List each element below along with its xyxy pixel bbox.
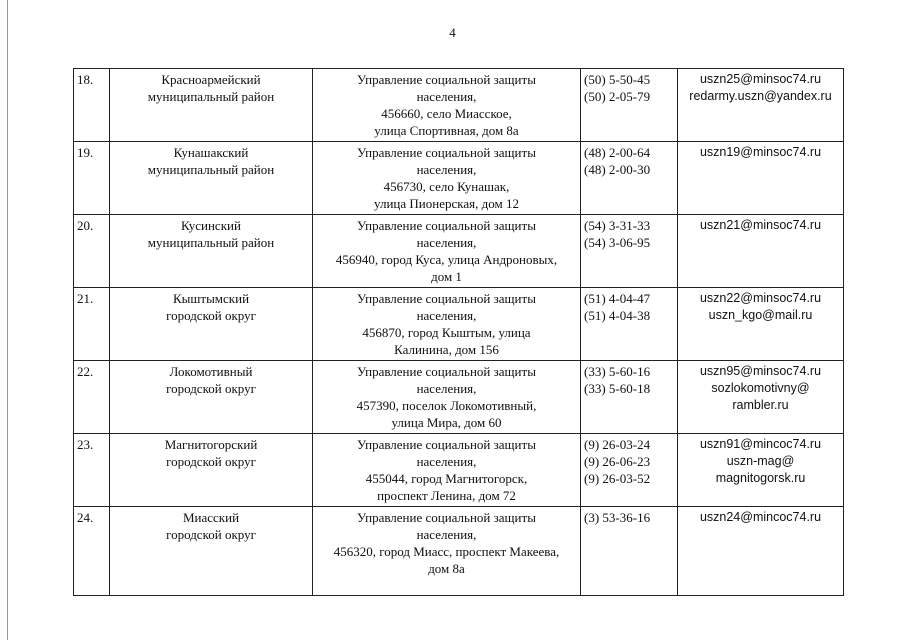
address-cell bbox=[313, 507, 581, 596]
address-line: 456730, село Кунашак, bbox=[383, 179, 510, 194]
phone-number: (9) 26-03-52 bbox=[584, 471, 651, 486]
municipality-name-line: Миасский bbox=[182, 510, 240, 525]
phone-number: (50) 2-05-79 bbox=[584, 89, 651, 104]
address-cell bbox=[313, 361, 581, 434]
address-cell bbox=[313, 215, 581, 288]
email-address: uszn-mag@ bbox=[726, 454, 795, 468]
municipality-cell bbox=[110, 434, 313, 507]
address-line: населения, bbox=[416, 89, 477, 104]
row-number: 21. bbox=[74, 288, 110, 361]
email-address: uszn_kgo@mail.ru bbox=[708, 308, 813, 322]
address-line: 456870, город Кыштым, улица bbox=[362, 325, 531, 340]
municipality-name-line: Магнитогорский bbox=[164, 437, 258, 452]
address-line: улица Спортивная, дом 8а bbox=[374, 123, 519, 138]
address-cell bbox=[313, 142, 581, 215]
address-line: Управление социальной защиты bbox=[357, 291, 536, 306]
table-body bbox=[74, 69, 844, 596]
phone-number: (3) 53-36-16 bbox=[584, 510, 651, 525]
address-line: 456660, село Миасское, bbox=[381, 106, 512, 121]
address-line: дом 1 bbox=[431, 269, 462, 284]
email-cell bbox=[678, 288, 844, 361]
municipality-cell bbox=[110, 288, 313, 361]
address-line: населения, bbox=[416, 162, 477, 177]
phone-number: (54) 3-31-33 bbox=[584, 218, 651, 233]
municipality-name-line: городской округ bbox=[166, 527, 256, 542]
phone-cell bbox=[581, 434, 678, 507]
phone-number: (50) 5-50-45 bbox=[584, 72, 651, 87]
email-address: uszn24@mincoc74.ru bbox=[699, 510, 822, 524]
municipality-name-line: городской округ bbox=[166, 454, 256, 469]
table-row bbox=[74, 434, 844, 507]
email-address: uszn21@minsoc74.ru bbox=[699, 218, 822, 232]
address-line: 456940, город Куса, улица Андроновых, bbox=[335, 252, 558, 267]
address-line: Управление социальной защиты bbox=[357, 510, 536, 525]
phone-cell bbox=[581, 507, 678, 596]
municipality-name-line: Кунашакский bbox=[173, 145, 249, 160]
table-row bbox=[74, 69, 844, 142]
municipality-cell bbox=[110, 69, 313, 142]
email-address: uszn25@minsoc74.ru bbox=[699, 72, 822, 86]
phone-number: (51) 4-04-38 bbox=[584, 308, 651, 323]
address-line: населения, bbox=[416, 235, 477, 250]
email-address: rambler.ru bbox=[732, 398, 789, 412]
municipality-name-line: Кыштымский bbox=[172, 291, 250, 306]
phone-cell bbox=[581, 215, 678, 288]
phone-number: (9) 26-06-23 bbox=[584, 454, 651, 469]
email-address: redarmy.uszn@yandex.ru bbox=[689, 89, 832, 103]
email-address: sozlokomotivny@ bbox=[711, 381, 810, 395]
address-line: улица Пионерская, дом 12 bbox=[374, 196, 519, 211]
municipality-name-line: муниципальный район bbox=[147, 162, 275, 177]
address-line: населения, bbox=[416, 527, 477, 542]
address-cell bbox=[313, 434, 581, 507]
address-line: населения, bbox=[416, 454, 477, 469]
email-address: uszn22@minsoc74.ru bbox=[699, 291, 822, 305]
address-line: 456320, город Миасс, проспект Макеева, bbox=[333, 544, 560, 559]
email-cell bbox=[678, 507, 844, 596]
email-cell bbox=[678, 361, 844, 434]
email-cell bbox=[678, 142, 844, 215]
social-protection-offices-table bbox=[73, 68, 844, 596]
phone-cell bbox=[581, 288, 678, 361]
phone-number: (33) 5-60-18 bbox=[584, 381, 651, 396]
address-line: населения, bbox=[416, 308, 477, 323]
row-number: 24. bbox=[74, 507, 110, 596]
phone-number: (54) 3-06-95 bbox=[584, 235, 651, 250]
municipality-name-line: муниципальный район bbox=[147, 89, 275, 104]
municipality-name-line: городской округ bbox=[166, 381, 256, 396]
table-row bbox=[74, 507, 844, 596]
phone-number: (48) 2-00-30 bbox=[584, 162, 651, 177]
municipality-name-line: Локомотивный bbox=[169, 364, 253, 379]
municipality-cell bbox=[110, 361, 313, 434]
address-line: проспект Ленина, дом 72 bbox=[377, 488, 516, 503]
address-line: населения, bbox=[416, 381, 477, 396]
email-address: uszn19@minsoc74.ru bbox=[699, 145, 822, 159]
municipality-name-line: муниципальный район bbox=[147, 235, 275, 250]
address-line: Калинина, дом 156 bbox=[394, 342, 499, 357]
email-cell bbox=[678, 434, 844, 507]
municipality-cell bbox=[110, 215, 313, 288]
table-row bbox=[74, 215, 844, 288]
phone-number: (9) 26-03-24 bbox=[584, 437, 651, 452]
email-address: magnitogorsk.ru bbox=[715, 471, 806, 485]
email-cell bbox=[678, 215, 844, 288]
row-number: 19. bbox=[74, 142, 110, 215]
table-row bbox=[74, 288, 844, 361]
address-cell bbox=[313, 69, 581, 142]
municipality-cell bbox=[110, 507, 313, 596]
phone-number: (51) 4-04-47 bbox=[584, 291, 651, 306]
row-number: 20. bbox=[74, 215, 110, 288]
row-number: 22. bbox=[74, 361, 110, 434]
address-line: Управление социальной защиты bbox=[357, 437, 536, 452]
address-line: Управление социальной защиты bbox=[357, 145, 536, 160]
municipality-name-line: Кусинский bbox=[181, 218, 241, 233]
address-line: Управление социальной защиты bbox=[357, 364, 536, 379]
page-left-edge bbox=[7, 0, 8, 640]
municipality-name-line: Красноармейский bbox=[161, 72, 261, 87]
municipality-name-line: городской округ bbox=[166, 308, 256, 323]
email-cell bbox=[678, 69, 844, 142]
address-line: Управление социальной защиты bbox=[357, 72, 536, 87]
phone-cell bbox=[581, 361, 678, 434]
municipality-cell bbox=[110, 142, 313, 215]
row-number: 23. bbox=[74, 434, 110, 507]
table-row bbox=[74, 142, 844, 215]
phone-cell bbox=[581, 69, 678, 142]
email-address: uszn95@minsoc74.ru bbox=[699, 364, 822, 378]
address-line: 455044, город Магнитогорск, bbox=[365, 471, 528, 486]
phone-number: (48) 2-00-64 bbox=[584, 145, 651, 160]
address-line: 457390, поселок Локомотивный, bbox=[356, 398, 537, 413]
address-line: Управление социальной защиты bbox=[357, 218, 536, 233]
email-address: uszn91@mincoc74.ru bbox=[699, 437, 822, 451]
table-row bbox=[74, 361, 844, 434]
phone-number: (33) 5-60-16 bbox=[584, 364, 651, 379]
address-line: улица Мира, дом 60 bbox=[391, 415, 502, 430]
address-cell bbox=[313, 288, 581, 361]
address-line: дом 8а bbox=[428, 561, 465, 576]
row-number: 18. bbox=[74, 69, 110, 142]
page-number: 4 bbox=[449, 25, 456, 40]
phone-cell bbox=[581, 142, 678, 215]
